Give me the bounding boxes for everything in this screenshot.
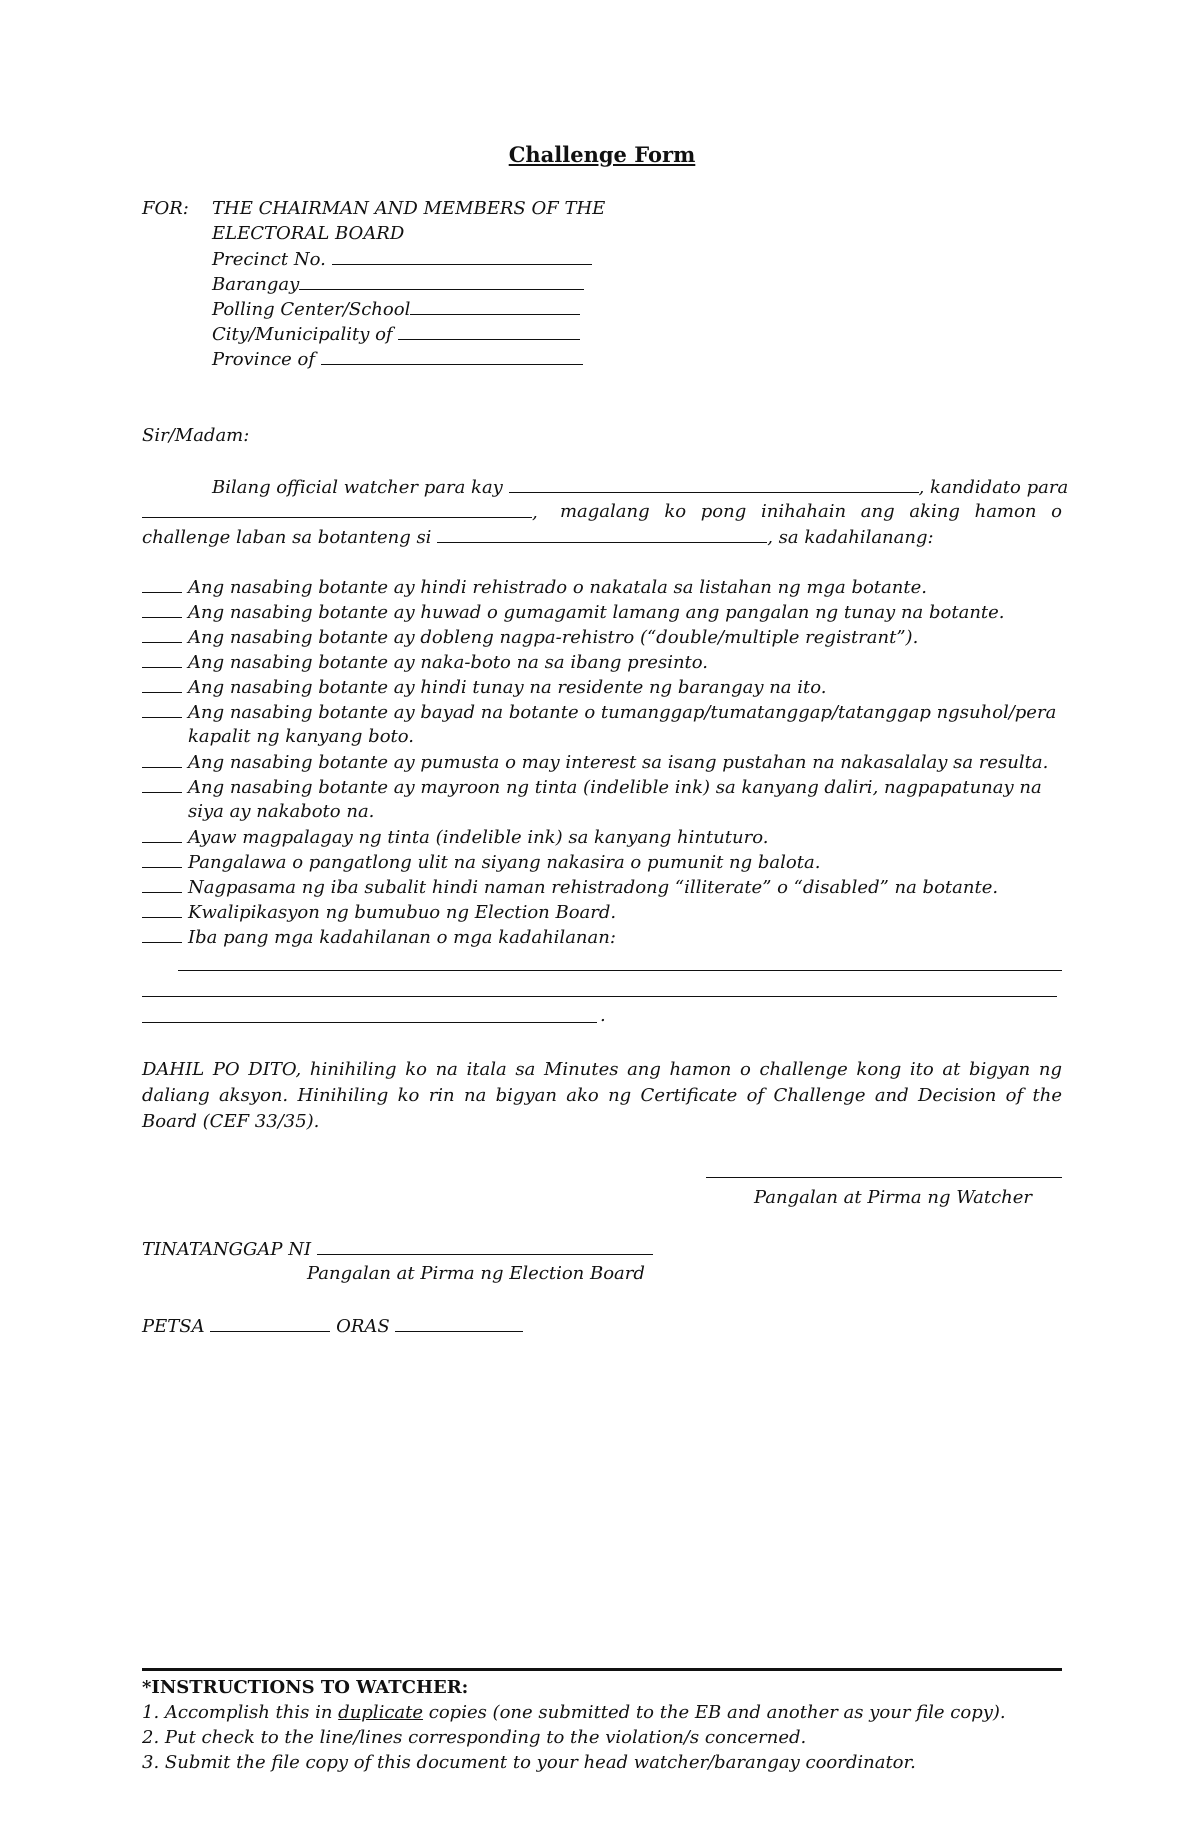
addressee-line-2: ELECTORAL BOARD (212, 223, 405, 244)
closing-paragraph: DAHIL PO DITO, hinihiling ko na itala sa Minutes ang hamon o challenge kong ito at bigyan ng daliang aksyon. Hinihiling ko rin na bigyan ako ng Certificate of Challenge and Decision of the Board (CEF 33/35). (142, 1059, 1062, 1132)
challenge-form-page (142, 0, 1069, 1835)
period-mark: . (600, 1005, 606, 1026)
reason-item (142, 674, 827, 701)
reason-text: Kwalipikasyon ng bumubuo ng Election Board. (188, 902, 617, 923)
body-text-3a: challenge laban sa botanteng si (142, 527, 432, 548)
province-blank[interactable] (321, 346, 583, 365)
reason-item (142, 874, 998, 901)
reason-item (142, 649, 708, 676)
body-line-2 (142, 499, 1062, 526)
reason-checkbox-line[interactable] (142, 624, 182, 643)
reason-checkbox-line[interactable] (142, 824, 182, 843)
body-text-1b: , kandidato para (918, 477, 1069, 498)
city-field (212, 321, 580, 348)
reason-continuation: siya ay nakaboto na. (188, 801, 375, 822)
received-by-label: TINATANGGAP NI (142, 1239, 312, 1260)
reason-text: Ang nasabing botante ay hindi tunay na residente ng barangay na ito. (188, 677, 827, 698)
instruction-1 (142, 1700, 1006, 1726)
precinct-field (212, 246, 592, 273)
addressee-line-1: THE CHAIRMAN AND MEMBERS OF THE (212, 198, 606, 219)
reason-text: Nagpasama ng iba subalit hindi naman rehistradong “illiterate” o “disabled” na botante. (188, 877, 999, 898)
reason-item (142, 924, 616, 951)
position-blank[interactable] (142, 499, 532, 518)
instruction-2: 2. Put check to the line/lines corresponding to the violation/s concerned. (142, 1727, 807, 1748)
reason-item (142, 849, 820, 876)
reason-item (142, 899, 616, 926)
reason-checkbox-line[interactable] (142, 574, 182, 593)
reason-text: Pangalawa o pangatlong ulit na siyang nakasira o pumunit ng balota. (188, 852, 821, 873)
body-text-2b: magalang ko pong inihahain ang aking hamon o (559, 501, 1062, 522)
barangay-blank[interactable] (299, 271, 584, 290)
reason-text: Ang nasabing botante ay bayad na botante o tumanggap/tumatanggap/tatanggap ngsuhol/pera (188, 702, 1057, 723)
body-text-2a: , (532, 502, 538, 523)
instruction-1-emphasis: duplicate (338, 1702, 424, 1723)
body-line-1 (212, 474, 1068, 501)
salutation: Sir/Madam: (142, 425, 250, 446)
instruction-3: 3. Submit the file copy of this document to your head watcher/barangay coordinator. (142, 1752, 916, 1773)
reason-item (142, 624, 918, 651)
reason-item (142, 749, 1048, 776)
voter-blank[interactable] (437, 524, 767, 543)
reason-text: Ang nasabing botante ay mayroon ng tinta (indelible ink) sa kanyang daliri, nagpapatunay na (188, 777, 1042, 798)
reason-text: Iba pang mga kadahilanan o mga kadahilanan: (188, 927, 616, 948)
reason-checkbox-line[interactable] (142, 649, 182, 668)
province-field (212, 346, 583, 373)
barangay-label: Barangay (212, 274, 300, 295)
time-label: ORAS (336, 1316, 390, 1337)
reason-checkbox-line[interactable] (142, 749, 182, 768)
date-blank[interactable] (210, 1313, 330, 1332)
received-by-field (142, 1236, 653, 1263)
reason-text: Ang nasabing botante ay pumusta o may interest sa isang pustahan na nakasalalay sa resulta. (188, 752, 1049, 773)
polling-center-blank[interactable] (410, 296, 580, 315)
reason-checkbox-line[interactable] (142, 774, 182, 793)
polling-center-label: Polling Center/School (212, 299, 411, 320)
reason-checkbox-line[interactable] (142, 674, 182, 693)
reason-item (142, 699, 1056, 726)
instruction-1-text-b: copies (one submitted to the EB and another as your file copy). (423, 1702, 1006, 1723)
instructions-divider (142, 1668, 1062, 1671)
precinct-label: Precinct No. (212, 249, 326, 270)
date-time-row (142, 1313, 523, 1340)
reason-checkbox-line[interactable] (142, 899, 182, 918)
reason-checkbox-line[interactable] (142, 874, 182, 893)
reason-checkbox-line[interactable] (142, 924, 182, 943)
reason-continuation: kapalit ng kanyang boto. (188, 726, 415, 747)
date-label: PETSA (142, 1316, 205, 1337)
for-label: FOR: (142, 198, 189, 219)
candidate-blank[interactable] (509, 474, 919, 493)
reason-text: Ang nasabing botante ay naka-boto na sa ibang presinto. (188, 652, 709, 673)
province-label: Province of (212, 349, 316, 370)
reason-item (142, 774, 1042, 801)
barangay-field (212, 271, 584, 298)
polling-center-field (212, 296, 580, 323)
board-signature-caption: Pangalan at Pirma ng Election Board (307, 1263, 645, 1284)
reason-item (142, 599, 1005, 626)
body-line-3 (142, 524, 934, 551)
instruction-1-text-a: 1. Accomplish this in (142, 1702, 339, 1723)
reason-item (142, 574, 927, 601)
reason-checkbox-line[interactable] (142, 699, 182, 718)
reason-checkbox-line[interactable] (142, 599, 182, 618)
reason-text: Ang nasabing botante ay hindi rehistrado o nakatala sa listahan ng mga botante. (188, 577, 927, 598)
watcher-signature-caption: Pangalan at Pirma ng Watcher (754, 1187, 1033, 1208)
instructions-heading: *INSTRUCTIONS TO WATCHER: (142, 1677, 469, 1698)
city-blank[interactable] (398, 321, 580, 340)
reason-item (142, 824, 768, 851)
body-text-3b: , sa kadahilanang: (767, 527, 934, 548)
city-label: City/Municipality of (212, 324, 393, 345)
reason-text: Ang nasabing botante ay dobleng nagpa-rehistro (“double/multiple registrant”). (188, 627, 919, 648)
other-reasons-line-1[interactable] (178, 970, 1062, 971)
watcher-signature-line[interactable] (706, 1177, 1062, 1178)
other-reasons-line-2[interactable] (142, 996, 1057, 997)
received-by-blank[interactable] (317, 1236, 653, 1255)
body-text-1a: Bilang official watcher para kay (212, 477, 503, 498)
precinct-blank[interactable] (332, 246, 592, 265)
reason-checkbox-line[interactable] (142, 849, 182, 868)
time-blank[interactable] (395, 1313, 523, 1332)
reason-text: Ang nasabing botante ay huwad o gumagamit lamang ang pangalan ng tunay na botante. (188, 602, 1005, 623)
form-title: Challenge Form (508, 142, 696, 167)
other-reasons-line-3[interactable] (142, 1022, 597, 1023)
reason-text: Ayaw magpalagay ng tinta (indelible ink) sa kanyang hintuturo. (188, 827, 769, 848)
